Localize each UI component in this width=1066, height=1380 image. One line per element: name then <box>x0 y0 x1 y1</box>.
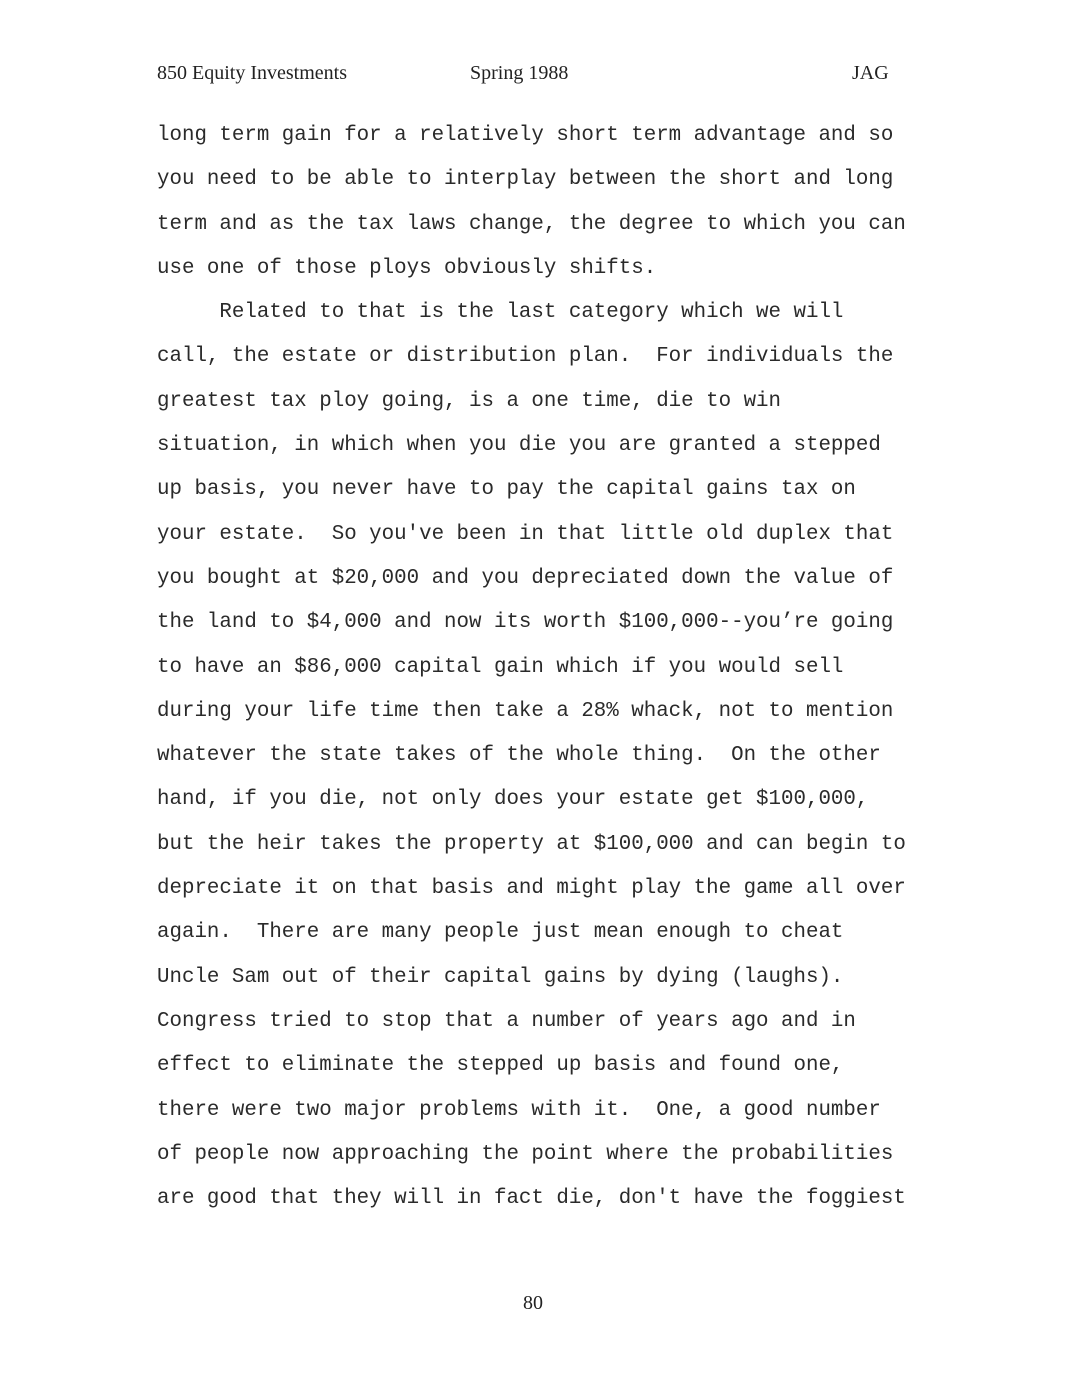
text-line: greatest tax ploy going, is a one time, die to win <box>157 389 782 413</box>
text-line: but the heir takes the property at $100,000 and can begin to <box>157 832 906 856</box>
text-line: call, the estate or distribution plan. For individuals the <box>157 345 894 369</box>
text-line: hand, if you die, not only does your estate get $100,000, <box>157 788 869 812</box>
text-line: to have an $86,000 capital gain which if you would sell <box>157 655 844 679</box>
text-line: situation, in which when you die you are granted a stepped <box>157 434 881 458</box>
header-course: 850 Equity Investments <box>157 62 347 84</box>
text-line: effect to eliminate the stepped up basis and found one, <box>157 1054 844 1078</box>
text-line: are good that they will in fact die, don't have the foggiest <box>157 1187 906 1211</box>
text-line: Related to that is the last category which we will <box>157 301 844 325</box>
page-number: 80 <box>523 1292 543 1314</box>
text-line: long term gain for a relatively short term advantage and so <box>157 124 894 147</box>
text-line: you need to be able to interplay between the short and long <box>157 168 894 192</box>
text-line: the land to $4,000 and now its worth $100,000--you’re going <box>157 611 894 635</box>
text-line: use one of those ploys obviously shifts. <box>157 256 657 280</box>
text-line: depreciate it on that basis and might play the game all over <box>157 877 906 901</box>
header-term: Spring 1988 <box>470 62 569 84</box>
text-line: Uncle Sam out of their capital gains by dying (laughs). <box>157 965 844 989</box>
text-line: you bought at $20,000 and you depreciated down the value of <box>157 566 894 590</box>
page-header <box>0 62 1066 92</box>
text-line: term and as the tax laws change, the degree to which you can <box>157 212 906 236</box>
transcript-body <box>157 114 927 1221</box>
text-line: Congress tried to stop that a number of years ago and in <box>157 1009 856 1033</box>
text-line: up basis, you never have to pay the capital gains tax on <box>157 478 856 502</box>
text-line: of people now approaching the point where the probabilities <box>157 1142 894 1166</box>
text-line: your estate. So you've been in that little old duplex that <box>157 522 894 546</box>
header-initials: JAG <box>852 62 889 84</box>
text-line: again. There are many people just mean enough to cheat <box>157 921 844 945</box>
text-line: there were two major problems with it. One, a good number <box>157 1098 881 1122</box>
text-line: whatever the state takes of the whole thing. On the other <box>157 744 881 768</box>
text-line: during your life time then take a 28% whack, not to mention <box>157 699 894 723</box>
